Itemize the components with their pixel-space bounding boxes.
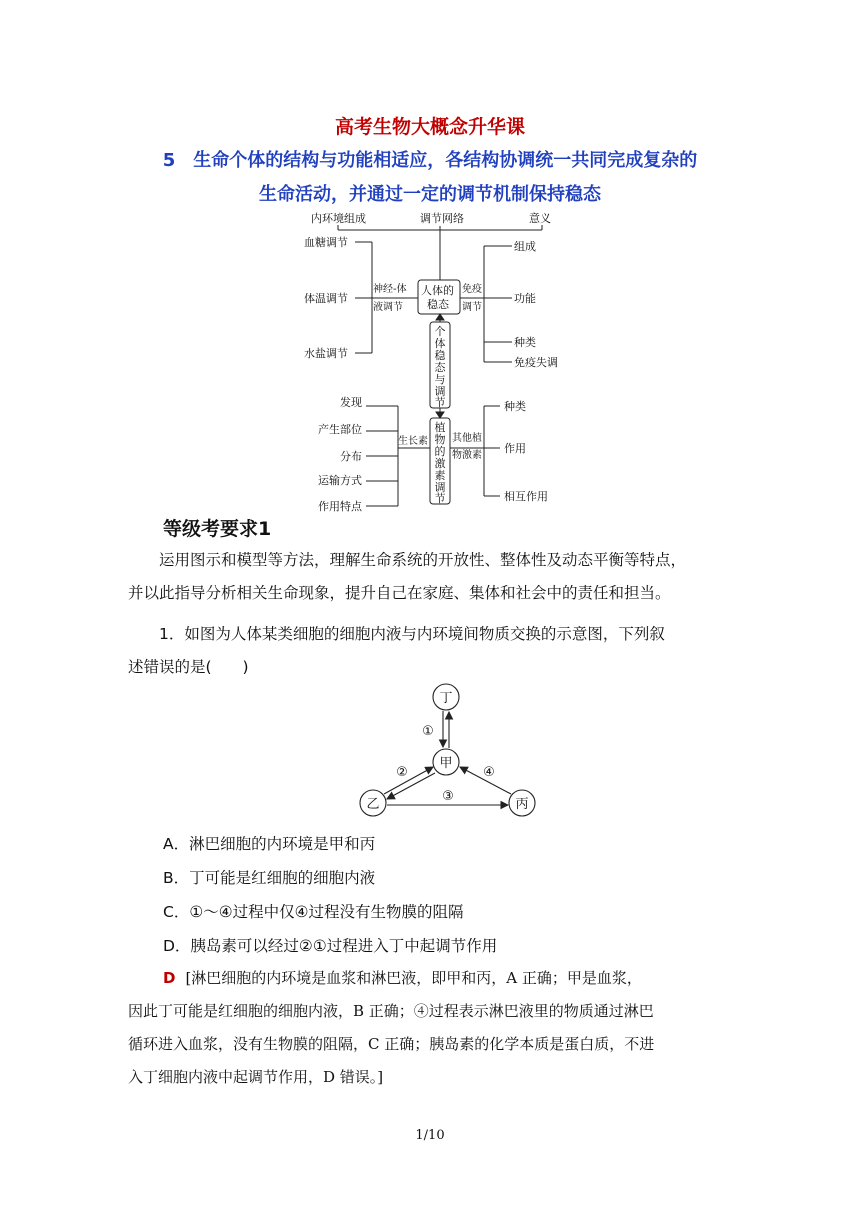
answer-text: [淋巴细胞的内环境是血浆和淋巴液，即甲和丙，A 正确；甲是血浆， (185, 969, 642, 987)
map-neuro-line2: 液调节 (373, 302, 403, 313)
answer-line4: 入丁细胞内液中起调节作用，D 错误。] (128, 1068, 384, 1086)
option-d: D．胰岛素可以经过②①过程进入丁中起调节作用 (163, 937, 498, 955)
map-vbox-char: 个 (434, 325, 446, 338)
map-right-composition: 组成 (514, 240, 536, 253)
map-vbox-char: 态 (434, 361, 446, 374)
map-auxin-transport: 运输方式 (318, 474, 362, 487)
map-right-disorder: 免疫失调 (514, 356, 558, 369)
option-a: A．淋巴细胞的内环境是甲和丙 (163, 835, 376, 853)
node-jia: 甲 (439, 756, 453, 771)
map-auxin-site: 产生部位 (318, 423, 362, 436)
node-yi: 乙 (366, 797, 380, 812)
map-right-function: 功能 (514, 292, 536, 305)
map-auxin-distribution: 分布 (340, 450, 362, 463)
map-neuro-line1: 神经-体 (373, 284, 407, 295)
map-vbox-char: 与 (434, 373, 446, 386)
map-plant-char: 素 (434, 469, 446, 482)
answer-line3: 循环进入血浆，没有生物膜的阻隔，C 正确；胰岛素的化学本质是蛋白质，不进 (128, 1035, 655, 1053)
map-immune-line2: 调节 (462, 302, 482, 313)
section-text-line2: 并以此指导分析相关生命现象，提升自己在家庭、集体和社会中的责任和担当。 (128, 584, 671, 602)
section-text-line1: 运用图示和模型等方法，理解生命系统的开放性、整体性及动态平衡等特点， (159, 551, 687, 569)
map-immune-line1: 免疫 (462, 284, 482, 295)
option-b: B．丁可能是红细胞的细胞内液 (163, 869, 376, 887)
map-other-line2: 物激素 (452, 450, 482, 461)
map-auxin-features: 作用特点 (318, 500, 362, 512)
map-vbox-char: 体 (434, 337, 446, 350)
map-other-function: 作用 (504, 442, 526, 455)
option-c: C．①～④过程中仅④过程没有生物膜的阻隔 (163, 903, 464, 921)
map-center-line2: 稳态 (427, 298, 449, 311)
answer-line2: 因此丁可能是红细胞的细胞内液，B 正确；④过程表示淋巴液里的物质通过淋巴 (128, 1002, 654, 1020)
chapter-title-line1: 5 生命个体的结构与功能相适应，各结构协调统一共同完成复杂的 (162, 150, 698, 171)
chapter-title-line2: 生命活动，并通过一定的调节机制保持稳态 (259, 184, 601, 205)
label-1: ① (422, 724, 434, 739)
answer-line1 (128, 962, 738, 995)
map-vbox-char: 调 (434, 385, 446, 398)
map-center-line1: 人体的 (421, 284, 454, 297)
node-ding: 丁 (439, 691, 453, 706)
question-stem-line2: 述错误的是( ) (128, 658, 249, 676)
page-number: 1/10 (415, 1128, 445, 1143)
answer-key: D (163, 969, 176, 987)
map-auxin-discovery: 发现 (340, 396, 362, 409)
map-left-temperature: 体温调节 (304, 292, 348, 305)
label-2: ② (396, 765, 408, 780)
node-bing: 丙 (515, 797, 529, 812)
label-3: ③ (442, 789, 454, 804)
map-other-line1: 其他植 (452, 433, 482, 444)
map-plant-char: 物 (434, 433, 446, 446)
map-top-inner-env: 内环境组成 (311, 212, 366, 225)
map-top-meaning: 意义 (529, 212, 551, 225)
map-other-interaction: 相互作用 (504, 490, 548, 503)
page-title: 高考生物大概念升华课 (334, 116, 525, 138)
map-left-glucose: 血糖调节 (304, 236, 348, 249)
section-heading: 等级考要求1 (163, 518, 272, 540)
question-stem-line1: 1．如图为人体某类细胞的细胞内液与内环境间物质交换的示意图，下列叙 (159, 625, 665, 643)
map-plant-char: 激 (434, 457, 446, 470)
map-plant-char: 植 (434, 421, 446, 434)
map-right-types: 种类 (514, 336, 536, 349)
map-top-network: 调节网络 (420, 212, 464, 225)
map-vbox-char: 节 (434, 396, 446, 409)
map-plant-char: 调 (434, 481, 446, 494)
map-plant-char: 节 (434, 492, 446, 505)
map-plant-char: 的 (434, 445, 446, 458)
map-other-types: 种类 (504, 400, 526, 413)
map-auxin: 生长素 (398, 436, 428, 447)
exchange-diagram (350, 680, 550, 820)
concept-map (290, 206, 580, 512)
map-vbox-char: 稳 (434, 349, 446, 362)
label-4: ④ (483, 765, 495, 780)
map-left-water: 水盐调节 (304, 347, 348, 360)
